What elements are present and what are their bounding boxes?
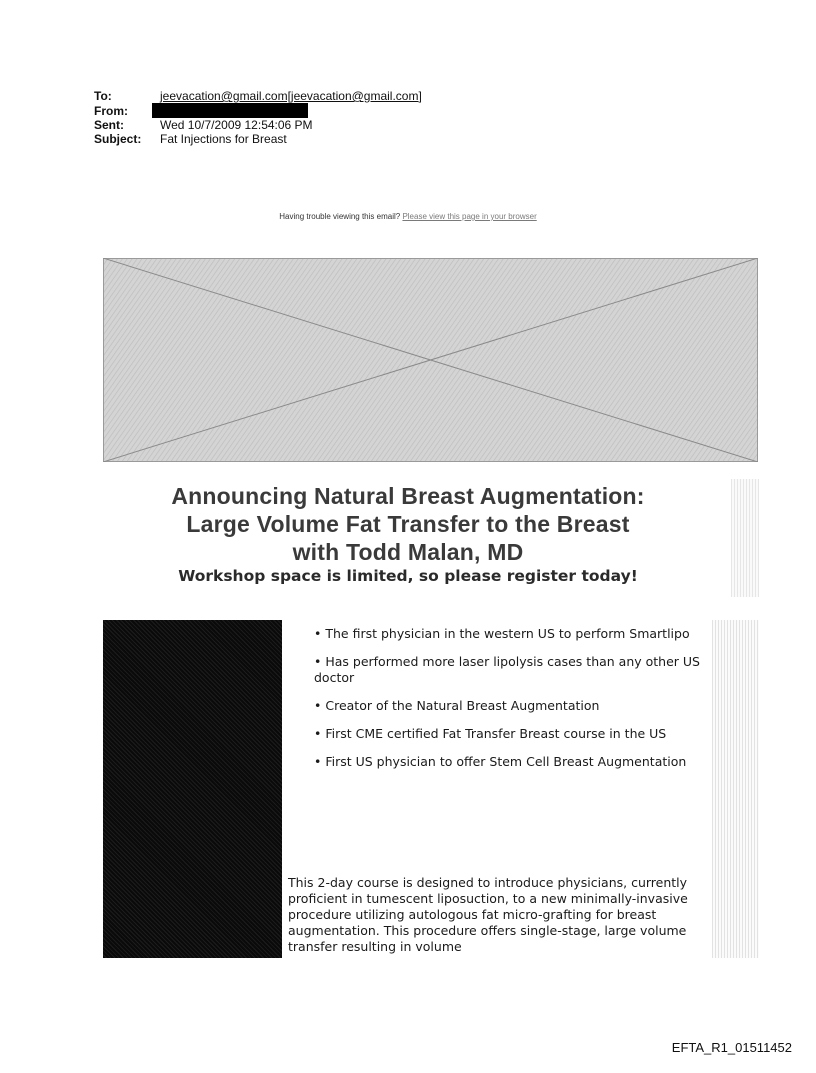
side-decoration [712, 620, 759, 958]
list-item: • First CME certified Fat Transfer Breast course in the US [314, 726, 667, 741]
to-address[interactable]: jeevacation@gmail.com[jeevacation@gmail.com] [160, 89, 422, 103]
sent-label: Sent: [94, 118, 124, 132]
from-label: From: [94, 103, 128, 118]
headline-line-1: Announcing Natural Breast Augmentation: [171, 483, 645, 509]
email-header [94, 89, 422, 146]
document-id: EFTA_R1_01511452 [671, 1040, 792, 1055]
trouble-viewing-line [0, 212, 816, 221]
subject-label: Subject: [94, 132, 142, 146]
list-item: • The first physician in the western US to perform Smartlipo [314, 626, 690, 641]
course-description: This 2-day course is designed to introduce physicians, currently proficient in tumescent liposuction, to a new minimally-invasive procedure utilizing autologous fat micro-grafting for breast augmentation. This procedure offers single-stage, large volume transfer resulting in volume [288, 875, 688, 954]
doctor-photo [103, 620, 282, 958]
sent-value: Wed 10/7/2009 12:54:06 PM [160, 118, 313, 132]
banner-image-placeholder [103, 258, 758, 462]
from-row [94, 103, 422, 118]
trouble-text: Having trouble viewing this email? [279, 212, 401, 221]
side-decoration-top [731, 479, 759, 597]
credentials-list [314, 626, 712, 782]
redaction-box [152, 103, 308, 118]
headline-line-3: with Todd Malan, MD [292, 539, 524, 565]
to-label: To: [94, 89, 112, 103]
announcement-headline [96, 482, 720, 585]
list-item: • First US physician to offer Stem Cell Breast Augmentation [314, 754, 687, 769]
headline-register-line: Workshop space is limited, so please register today! [178, 567, 638, 585]
subject-row [94, 132, 422, 146]
headline-line-2: Large Volume Fat Transfer to the Breast [186, 511, 630, 537]
view-in-browser-link[interactable]: Please view this page in your browser [402, 212, 537, 221]
sent-row [94, 118, 422, 132]
list-item: • Has performed more laser lipolysis cases than any other US doctor [314, 654, 700, 685]
list-item: • Creator of the Natural Breast Augmentation [314, 698, 600, 713]
subject-value: Fat Injections for Breast [160, 132, 287, 146]
to-row [94, 89, 422, 103]
